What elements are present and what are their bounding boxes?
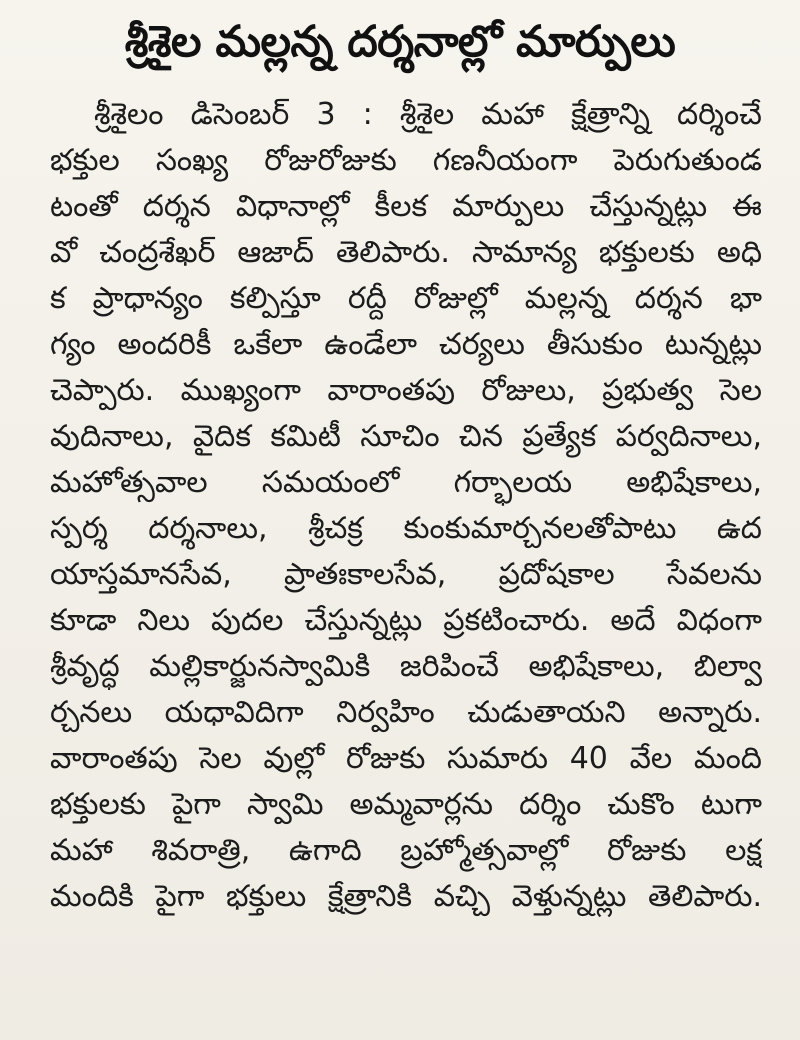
article-line: శ్రీశైలం డిసెంబర్ 3 : శ్రీశైల మహా క్షేత్రాన్ని దర్శించే [94,97,762,132]
article-line: కూడా నిలు పుదల చేస్తున్నట్లు ప్రకటించారు. అదే విధంగా [50,603,762,638]
article-line: మహా శివరాత్రి, ఉగాది బ్రహ్మోత్సవాల్లో రోజుకు లక్ష [50,833,762,868]
cropped-next-line [56,1032,176,1040]
article-line: మహోత్సవాల సమయంలో గర్భాలయ అభిషేకాలు, [50,465,762,500]
article-line: మందికి పైగా భక్తులు క్షేత్రానికి వచ్చి వెళ్తున్నట్లు తెలిపారు. [50,879,762,914]
article-line: వారాంతపు సెల వుల్లో రోజుకు సుమారు 40 వేల మంది [50,741,762,776]
article-line: శ్రీవృద్ధ మల్లికార్జునస్వామికి జరిపించే అభిషేకాలు, బిల్వా [50,649,762,684]
article-line: గ్యం అందరికీ ఒకేలా ఉండేలా చర్యలు తీసుకుం టున్నట్లు [50,327,762,362]
cropped-previous-line [0,0,800,10]
article-line: భక్తుల సంఖ్య రోజురోజుకు గణనీయంగా పెరుగుతుండ [50,143,762,178]
article-line: వుదినాలు, వైదిక కమిటీ సూచిం చిన ప్రత్యేక పర్వదినాలు, [50,419,762,454]
article-line: వో చంద్రశేఖర్ ఆజాద్ తెలిపారు. సామాన్య భక్తులకు అధి [50,235,762,270]
article-line: స్పర్శ దర్శనాలు, శ్రీచక్ర కుంకుమార్చనలతోపాటు ఉద [50,511,762,546]
headline: శ్రీశైల మల్లన్న దర్శనాల్లో మార్పులు [124,17,676,67]
article-line: క ప్రాధాన్యం కల్పిస్తూ రద్దీ రోజుల్లో మల్లన్న దర్శన భా [50,281,762,316]
article-line: ర్చనలు యధావిదిగా నిర్వహిం చుడుతాయని అన్నారు. [50,695,762,730]
article-line: భక్తులకు పైగా స్వామి అమ్మవార్లను దర్శిం చుకొం టుగా [50,787,762,822]
article-line: చెప్పారు. ముఖ్యంగా వారాంతపు రోజులు, ప్రభుత్వ సెల [50,373,762,408]
article-line: టంతో దర్శన విధానాల్లో కీలక మార్పులు చేస్తున్నట్లు ఈ [50,189,762,224]
article-line: యాస్తమానసేవ, ప్రాతఃకాలసేవ, ప్రదోషకాల సేవలను [50,557,762,592]
